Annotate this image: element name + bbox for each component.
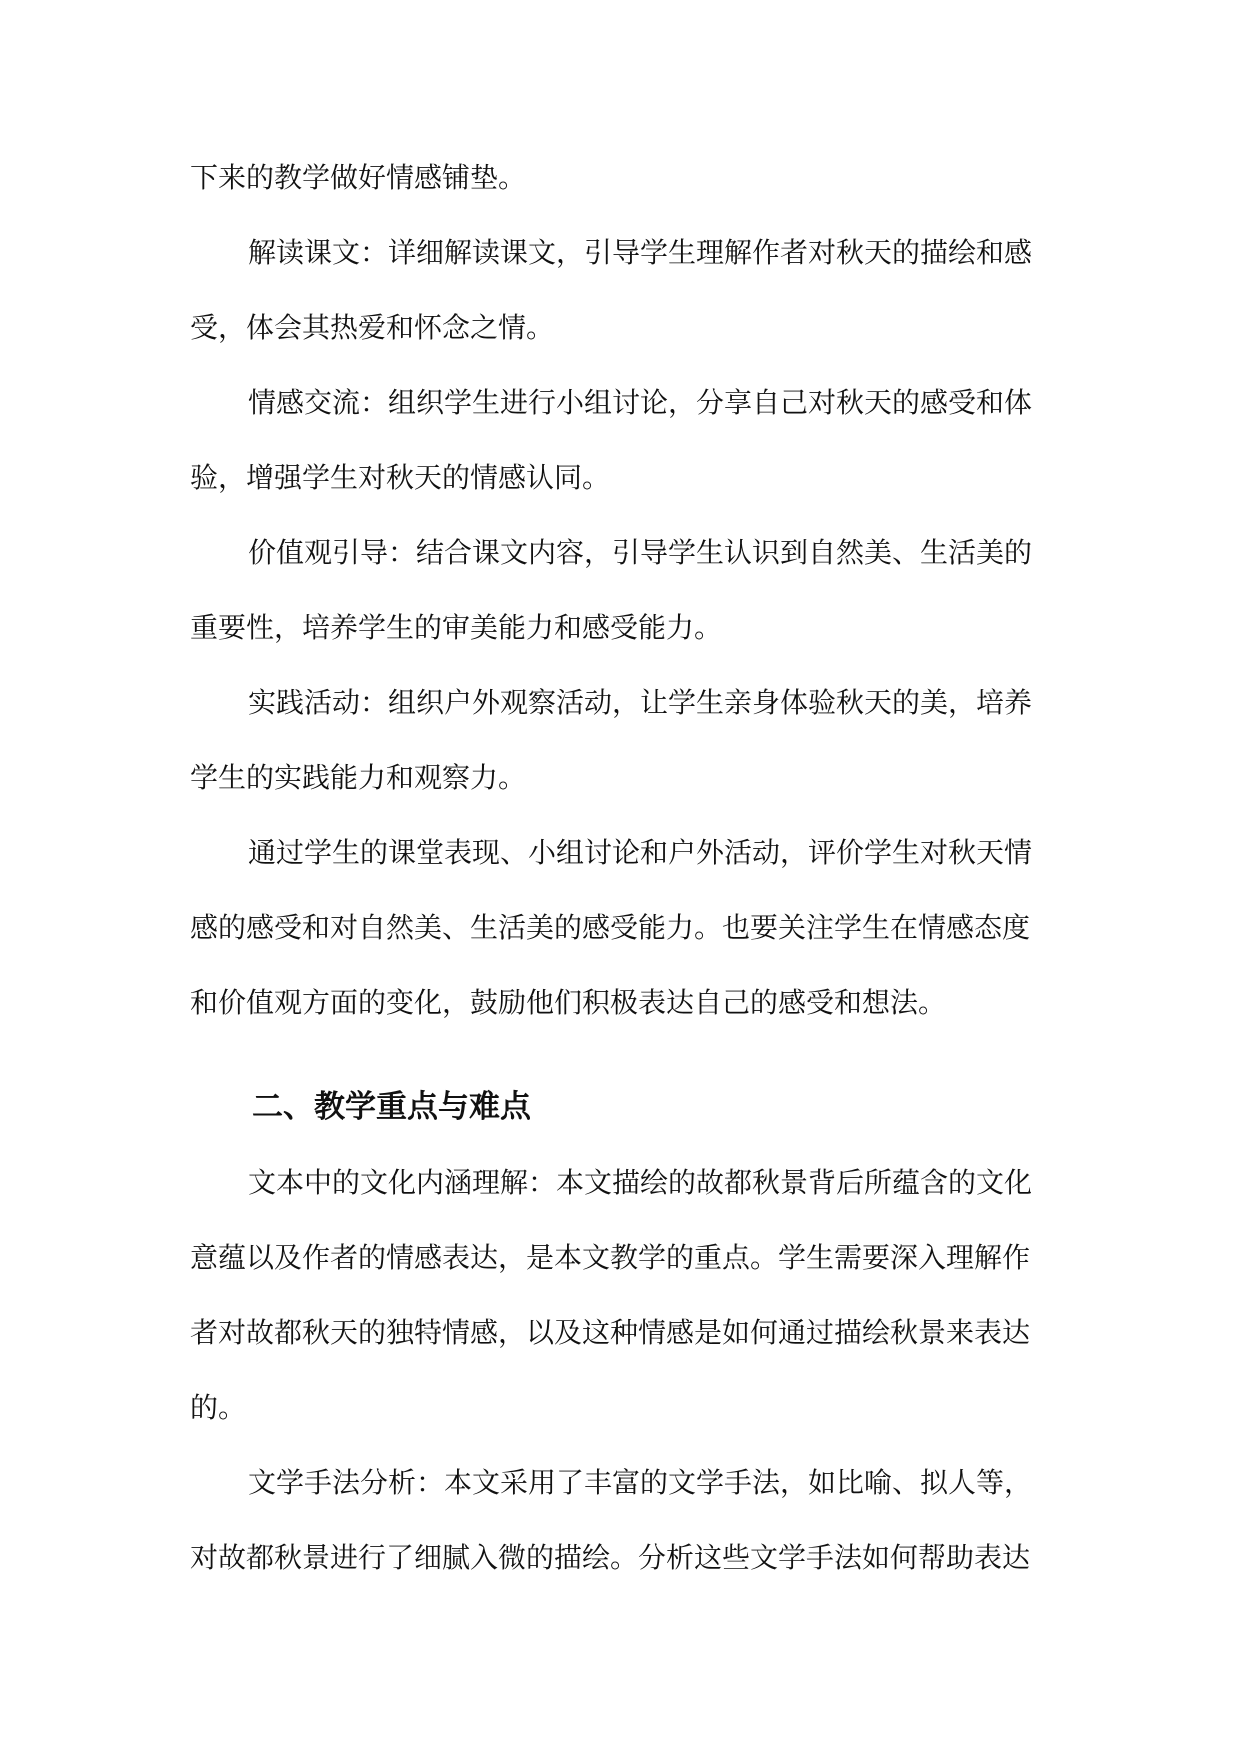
text-line: 学生的实践能力和观察力。 <box>190 761 527 794</box>
text-line: 文本中的文化内涵理解：本文描绘的故都秋景背后所蕴含的文化 <box>248 1166 1033 1199</box>
text-line: 下来的教学做好情感铺垫。 <box>190 161 527 194</box>
text-line: 解读课文：详细解读课文，引导学生理解作者对秋天的描绘和感 <box>248 236 1033 269</box>
text-line: 价值观引导：结合课文内容，引导学生认识到自然美、生活美的 <box>248 536 1033 569</box>
spacer <box>190 1040 1060 1070</box>
text-line: 意蕴以及作者的情感表达，是本文教学的重点。学生需要深入理解作 <box>190 1241 1031 1274</box>
paragraph <box>190 215 1060 365</box>
paragraph <box>190 515 1060 665</box>
text-line: 重要性，培养学生的审美能力和感受能力。 <box>190 611 723 644</box>
text-line: 文学手法分析：本文采用了丰富的文学手法，如比喻、拟人等， <box>248 1466 1033 1499</box>
text-line: 验，增强学生对秋天的情感认同。 <box>190 461 611 494</box>
text-line: 的。 <box>190 1391 247 1424</box>
document-body <box>190 140 1060 1595</box>
text-line: 情感交流：组织学生进行小组讨论，分享自己对秋天的感受和体 <box>248 386 1033 419</box>
text-line: 实践活动：组织户外观察活动，让学生亲身体验秋天的美，培养 <box>248 686 1033 719</box>
paragraph <box>190 1445 1060 1595</box>
text-line: 对故都秋景进行了细腻入微的描绘。分析这些文学手法如何帮助表达 <box>190 1541 1031 1574</box>
text-line: 通过学生的课堂表现、小组讨论和户外活动，评价学生对秋天情 <box>248 836 1033 869</box>
paragraph <box>190 140 1060 215</box>
paragraph <box>190 665 1060 815</box>
text-line: 感的感受和对自然美、生活美的感受能力。也要关注学生在情感态度 <box>190 911 1031 944</box>
paragraph <box>190 365 1060 515</box>
paragraph <box>190 1145 1060 1445</box>
paragraph <box>190 815 1060 1040</box>
text-line: 者对故都秋天的独特情感，以及这种情感是如何通过描绘秋景来表达 <box>190 1316 1031 1349</box>
text-line: 受，体会其热爱和怀念之情。 <box>190 311 555 344</box>
section-heading: 二、教学重点与难点 <box>252 1089 531 1125</box>
text-line: 和价值观方面的变化，鼓励他们积极表达自己的感受和想法。 <box>190 986 947 1019</box>
